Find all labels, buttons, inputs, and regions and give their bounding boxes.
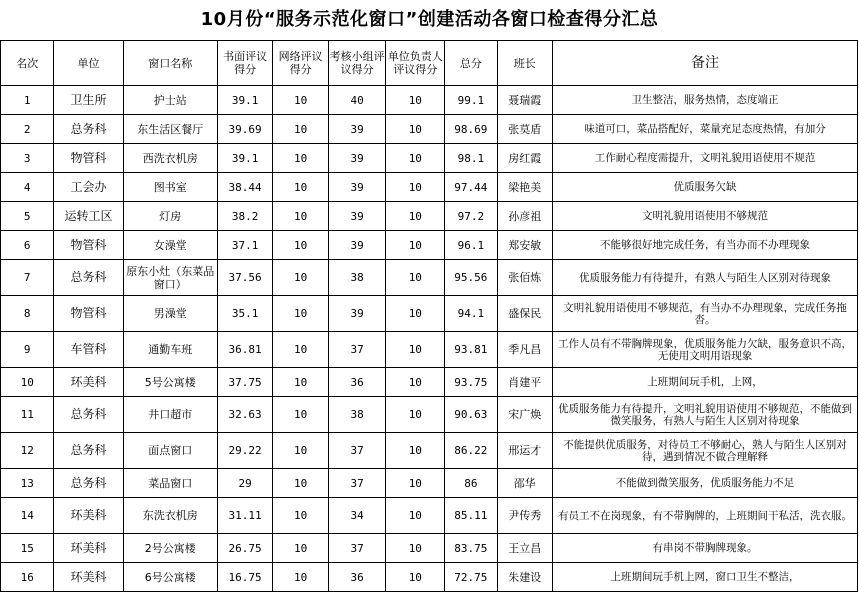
cell-leader: 10	[386, 202, 445, 231]
cell-unit: 环美科	[54, 368, 123, 397]
cell-head: 张佰炼	[497, 260, 553, 296]
cell-written: 31.11	[217, 498, 273, 534]
cell-window: 西洗衣机房	[123, 144, 217, 173]
cell-unit: 总务科	[54, 397, 123, 433]
cell-remark: 文明礼貌用语使用不够规范，有当办不办理现象，完成任务拖沓。	[553, 296, 858, 332]
cell-head: 梁艳美	[497, 173, 553, 202]
cell-rank: 12	[1, 433, 54, 469]
cell-panel: 37	[328, 534, 386, 563]
cell-rank: 6	[1, 231, 54, 260]
score-table	[0, 40, 858, 592]
cell-total: 85.11	[445, 498, 497, 534]
cell-panel: 37	[328, 433, 386, 469]
table-row	[1, 397, 858, 433]
cell-unit: 工会办	[54, 173, 123, 202]
cell-written: 39.69	[217, 115, 273, 144]
cell-written: 16.75	[217, 563, 273, 592]
cell-total: 86.22	[445, 433, 497, 469]
table-row	[1, 202, 858, 231]
table-row	[1, 231, 858, 260]
cell-total: 99.1	[445, 86, 497, 115]
cell-total: 97.2	[445, 202, 497, 231]
cell-remark: 上班期间玩手机上网，窗口卫生不整洁，	[553, 563, 858, 592]
header-panel: 考核小组评议得分	[328, 41, 386, 86]
table-row	[1, 173, 858, 202]
cell-online: 10	[273, 115, 329, 144]
cell-window: 图书室	[123, 173, 217, 202]
cell-written: 32.63	[217, 397, 273, 433]
cell-head: 邵华	[497, 469, 553, 498]
cell-window: 通勤车班	[123, 332, 217, 368]
cell-head: 尹传秀	[497, 498, 553, 534]
cell-head: 张莫盾	[497, 115, 553, 144]
cell-panel: 37	[328, 332, 386, 368]
cell-unit: 物管科	[54, 144, 123, 173]
cell-online: 10	[273, 498, 329, 534]
cell-head: 肖建平	[497, 368, 553, 397]
cell-written: 39.1	[217, 86, 273, 115]
cell-panel: 38	[328, 397, 386, 433]
cell-unit: 运转工区	[54, 202, 123, 231]
cell-panel: 36	[328, 368, 386, 397]
cell-head: 季凡昌	[497, 332, 553, 368]
cell-total: 94.1	[445, 296, 497, 332]
cell-head: 邢运才	[497, 433, 553, 469]
cell-unit: 卫生所	[54, 86, 123, 115]
cell-unit: 物管科	[54, 231, 123, 260]
cell-leader: 10	[386, 498, 445, 534]
cell-leader: 10	[386, 260, 445, 296]
cell-leader: 10	[386, 144, 445, 173]
cell-head: 盛保民	[497, 296, 553, 332]
cell-written: 29	[217, 469, 273, 498]
cell-written: 37.1	[217, 231, 273, 260]
cell-leader: 10	[386, 433, 445, 469]
cell-remark: 优质服务欠缺	[553, 173, 858, 202]
cell-leader: 10	[386, 397, 445, 433]
cell-unit: 环美科	[54, 534, 123, 563]
cell-rank: 15	[1, 534, 54, 563]
cell-leader: 10	[386, 534, 445, 563]
cell-total: 86	[445, 469, 497, 498]
cell-total: 93.81	[445, 332, 497, 368]
cell-window: 灯房	[123, 202, 217, 231]
header-leader: 单位负责人评议得分	[386, 41, 445, 86]
cell-online: 10	[273, 260, 329, 296]
cell-rank: 4	[1, 173, 54, 202]
cell-head: 房红霞	[497, 144, 553, 173]
header-rank: 名次	[1, 41, 54, 86]
table-row	[1, 534, 858, 563]
cell-window: 东生活区餐厅	[123, 115, 217, 144]
cell-unit: 车管科	[54, 332, 123, 368]
cell-total: 96.1	[445, 231, 497, 260]
cell-remark: 工作人员有不带胸牌现象，优质服务能力欠缺，服务意识不高，无使用文明用语现象	[553, 332, 858, 368]
header-total: 总分	[445, 41, 497, 86]
cell-leader: 10	[386, 115, 445, 144]
cell-online: 10	[273, 469, 329, 498]
table-row	[1, 115, 858, 144]
cell-panel: 39	[328, 296, 386, 332]
cell-panel: 38	[328, 260, 386, 296]
table-row	[1, 498, 858, 534]
cell-online: 10	[273, 332, 329, 368]
cell-written: 37.75	[217, 368, 273, 397]
cell-rank: 5	[1, 202, 54, 231]
cell-unit: 环美科	[54, 498, 123, 534]
cell-rank: 8	[1, 296, 54, 332]
cell-window: 女澡堂	[123, 231, 217, 260]
cell-online: 10	[273, 144, 329, 173]
cell-remark: 上班期间玩手机，上网，	[553, 368, 858, 397]
cell-remark: 不能提供优质服务，对待员工不够耐心，熟人与陌生人区别对待，遇到情况不做合理解释	[553, 433, 858, 469]
cell-remark: 优质服务能力有待提升，文明礼貌用语使用不够规范，不能做到微笑服务，有熟人与陌生人区别对待现象	[553, 397, 858, 433]
cell-online: 10	[273, 433, 329, 469]
cell-rank: 2	[1, 115, 54, 144]
cell-unit: 总务科	[54, 469, 123, 498]
cell-window: 原东小灶（东菜品窗口）	[123, 260, 217, 296]
cell-total: 93.75	[445, 368, 497, 397]
cell-window: 2号公寓楼	[123, 534, 217, 563]
cell-remark: 文明礼貌用语使用不够规范	[553, 202, 858, 231]
cell-head: 王立昌	[497, 534, 553, 563]
cell-total: 90.63	[445, 397, 497, 433]
page-title: 10月份“服务示范化窗口”创建活动各窗口检查得分汇总	[200, 9, 659, 30]
cell-remark: 工作耐心程度需提升，文明礼貌用语使用不规范	[553, 144, 858, 173]
cell-panel: 34	[328, 498, 386, 534]
cell-window: 6号公寓楼	[123, 563, 217, 592]
cell-remark: 味道可口，菜品搭配好，菜量充足态度热情，有加分	[553, 115, 858, 144]
cell-leader: 10	[386, 173, 445, 202]
table-row	[1, 144, 858, 173]
cell-remark: 有串岗不带胸牌现象。	[553, 534, 858, 563]
cell-online: 10	[273, 534, 329, 563]
cell-remark: 卫生整洁，服务热情，态度端正	[553, 86, 858, 115]
cell-rank: 10	[1, 368, 54, 397]
cell-total: 83.75	[445, 534, 497, 563]
cell-leader: 10	[386, 469, 445, 498]
cell-written: 26.75	[217, 534, 273, 563]
cell-online: 10	[273, 368, 329, 397]
cell-written: 29.22	[217, 433, 273, 469]
cell-online: 10	[273, 173, 329, 202]
cell-total: 97.44	[445, 173, 497, 202]
cell-remark: 不能做到微笑服务，优质服务能力不足	[553, 469, 858, 498]
cell-window: 护士站	[123, 86, 217, 115]
cell-remark: 不能够很好地完成任务，有当办而不办理现象	[553, 231, 858, 260]
cell-panel: 39	[328, 173, 386, 202]
cell-rank: 14	[1, 498, 54, 534]
cell-remark: 有员工不在岗现象，有不带胸牌的，上班期间干私活，洗衣服。	[553, 498, 858, 534]
header-unit: 单位	[54, 41, 123, 86]
cell-window: 井口超市	[123, 397, 217, 433]
cell-unit: 物管科	[54, 296, 123, 332]
cell-rank: 13	[1, 469, 54, 498]
cell-unit: 总务科	[54, 260, 123, 296]
cell-head: 聂瑞霞	[497, 86, 553, 115]
cell-unit: 环美科	[54, 563, 123, 592]
header-remark: 备注	[553, 41, 858, 86]
header-row	[1, 41, 858, 86]
cell-online: 10	[273, 86, 329, 115]
cell-rank: 16	[1, 563, 54, 592]
cell-leader: 10	[386, 563, 445, 592]
table-row	[1, 296, 858, 332]
table-row	[1, 368, 858, 397]
cell-window: 5号公寓楼	[123, 368, 217, 397]
cell-leader: 10	[386, 296, 445, 332]
cell-total: 98.69	[445, 115, 497, 144]
table-row	[1, 469, 858, 498]
cell-remark: 优质服务能力有待提升，有熟人与陌生人区别对待现象	[553, 260, 858, 296]
cell-leader: 10	[386, 368, 445, 397]
cell-rank: 11	[1, 397, 54, 433]
cell-panel: 36	[328, 563, 386, 592]
cell-panel: 40	[328, 86, 386, 115]
cell-rank: 1	[1, 86, 54, 115]
cell-rank: 3	[1, 144, 54, 173]
table-row	[1, 260, 858, 296]
table-row	[1, 86, 858, 115]
cell-rank: 9	[1, 332, 54, 368]
cell-online: 10	[273, 397, 329, 433]
header-window: 窗口名称	[123, 41, 217, 86]
cell-window: 菜品窗口	[123, 469, 217, 498]
cell-leader: 10	[386, 332, 445, 368]
cell-leader: 10	[386, 231, 445, 260]
cell-written: 36.81	[217, 332, 273, 368]
cell-unit: 总务科	[54, 433, 123, 469]
cell-total: 98.1	[445, 144, 497, 173]
table-row	[1, 433, 858, 469]
table-row	[1, 332, 858, 368]
cell-online: 10	[273, 296, 329, 332]
cell-written: 35.1	[217, 296, 273, 332]
cell-head: 郑安敏	[497, 231, 553, 260]
header-online: 网络评议得分	[273, 41, 329, 86]
cell-head: 朱建设	[497, 563, 553, 592]
cell-head: 孙彦祖	[497, 202, 553, 231]
table-row	[1, 563, 858, 592]
cell-panel: 39	[328, 202, 386, 231]
cell-unit: 总务科	[54, 115, 123, 144]
cell-written: 38.44	[217, 173, 273, 202]
cell-window: 男澡堂	[123, 296, 217, 332]
cell-online: 10	[273, 563, 329, 592]
cell-panel: 39	[328, 231, 386, 260]
header-head: 班长	[497, 41, 553, 86]
cell-head: 宋广焕	[497, 397, 553, 433]
cell-window: 东洗衣机房	[123, 498, 217, 534]
cell-total: 72.75	[445, 563, 497, 592]
cell-written: 39.1	[217, 144, 273, 173]
cell-window: 面点窗口	[123, 433, 217, 469]
cell-leader: 10	[386, 86, 445, 115]
cell-online: 10	[273, 202, 329, 231]
cell-panel: 37	[328, 469, 386, 498]
cell-rank: 7	[1, 260, 54, 296]
cell-panel: 39	[328, 144, 386, 173]
cell-online: 10	[273, 231, 329, 260]
cell-total: 95.56	[445, 260, 497, 296]
cell-written: 37.56	[217, 260, 273, 296]
cell-panel: 39	[328, 115, 386, 144]
cell-written: 38.2	[217, 202, 273, 231]
header-written: 书面评议得分	[217, 41, 273, 86]
